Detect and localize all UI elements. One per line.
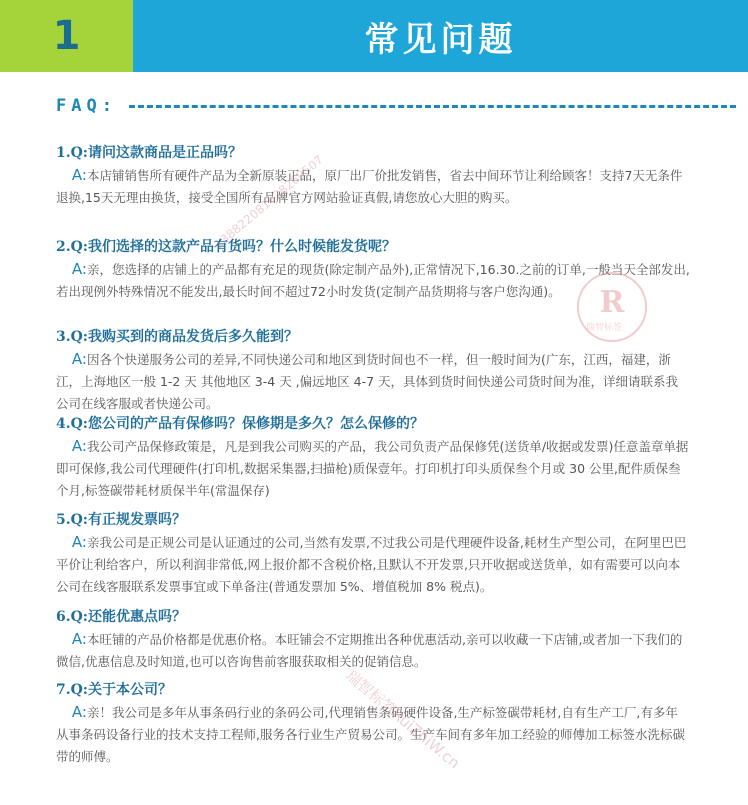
faq-answer [56, 531, 690, 598]
faq-answer [56, 348, 690, 415]
answer-label: A: [71, 630, 87, 648]
faq-answer [56, 164, 690, 209]
faq-question: 3.Q:我购买到的商品发货后多久能到？ [56, 329, 298, 345]
faq-item-1 [56, 143, 690, 209]
faq-answer [56, 628, 690, 673]
answer-text: 因各个快递服务公司的差异,不同快递公司和地区到货时间也不一样，但一般时间为(广东，江西，福建，浙江，上海地区一般 1-2 天 其他地区 3-4 天 ,偏远地区 4-7 天，具体到货时间快递公司货时间为准，详细请联系我公司在线客服或者快递公司。 [56, 352, 679, 411]
watermark-seal-logo [577, 272, 647, 342]
faq-answer [56, 701, 690, 768]
answer-text: 本旺铺的产品价格都是优惠价格。本旺铺会不定期推出各种优惠活动,亲可以收藏一下店铺,或者加一下我们的微信,优惠信息及时知道,也可以咨询售前客服获取相关的促销信息。 [56, 632, 683, 669]
answer-text: 亲！我公司是多年从事条码行业的条码公司,代理销售条码硬件设备,生产标签碳带耗材,自有生产工厂,有多年从事条码设备行业的技术支持工程师,服务各行业生产贸易公司。生产车间有多年加工经验的师傅加工标签水洗标碳带的师傅。 [56, 705, 685, 764]
section-header [0, 0, 748, 72]
faq-question: 2.Q:我们选择的这款产品有货吗？什么时候能发货呢？ [56, 239, 396, 255]
section-title: 常见问题 [364, 19, 517, 60]
answer-text: 亲，您选择的店铺上的产品都有充足的现货(除定制产品外),正常情况下,16.30.之前的订单,一般当天全部发出,若出现例外特殊情况不能发出,最长时间不超过72小时发货(定制产品货期将与客户您沟通)。 [56, 262, 690, 299]
answer-label: A: [71, 533, 87, 551]
answer-label: A: [71, 166, 87, 184]
answer-label: A: [71, 703, 87, 721]
faq-item-6 [56, 607, 690, 673]
section-title-block [133, 0, 748, 72]
faq-item-5 [56, 510, 690, 598]
answer-label: A: [71, 260, 87, 278]
seal-icon [582, 277, 642, 337]
watermark-brand: 瑞智标签RuiZhiW.cn [342, 666, 464, 773]
watermark-seal-text: 瑞智标签 [586, 323, 623, 333]
faq-item-4 [56, 414, 690, 502]
watermark-phone: 138822081628269507 [211, 152, 326, 252]
faq-item-7 [56, 680, 690, 768]
answer-text: 亲我公司是正规公司是认证通过的公司,当然有发票,不过我公司是代理硬件设备,耗材生产型公司，在阿里巴巴平价让利给客户，所以利润非常低,网上报价都不含税价格,且默认不开发票,只开收据或送货单，如有需要可以向本公司在线客服联系发票事宜或下单备注(普通发票加 5%、增值税加 8% 税点)。 [56, 535, 687, 594]
faq-question: 5.Q:有正规发票吗？ [56, 512, 186, 528]
faq-label: FAQ: [56, 96, 117, 116]
answer-text: 我公司产品保修政策是，凡是到我公司购买的产品，我公司负责产品保修凭(送货单/收据或发票)任意盖章单据即可保修,我公司代理硬件(打印机,数据采集器,扫描枪)质保壹年。打印机打印头质保叁个月或 30 公里,配件质保叁个月,标签碳带耗材质保半年(常温保存) [56, 439, 689, 498]
answer-label: A: [71, 437, 87, 455]
svg-text:R: R [599, 285, 625, 320]
section-number: 1 [52, 13, 81, 59]
section-number-block [0, 0, 133, 72]
faq-item-3 [56, 327, 690, 415]
faq-answer [56, 435, 690, 502]
answer-text: 本店铺销售所有硬件产品为全新原装正品，原厂出厂价批发销售，省去中间环节让利给顾客！支持7天无条件退换,15天无理由换货，接受全国所有品牌官方网站验证真假,请您放心大胆的购买。 [56, 168, 683, 205]
faq-question: 6.Q:还能优惠点吗？ [56, 609, 186, 625]
faq-heading [56, 93, 736, 119]
faq-question: 4.Q:您公司的产品有保修吗？保修期是多久？怎么保修的？ [56, 416, 424, 432]
faq-question: 1.Q:请问这款商品是正品吗？ [56, 145, 242, 161]
answer-label: A: [71, 350, 87, 368]
faq-divider [129, 105, 736, 108]
faq-question: 7.Q:关于本公司？ [56, 682, 172, 698]
